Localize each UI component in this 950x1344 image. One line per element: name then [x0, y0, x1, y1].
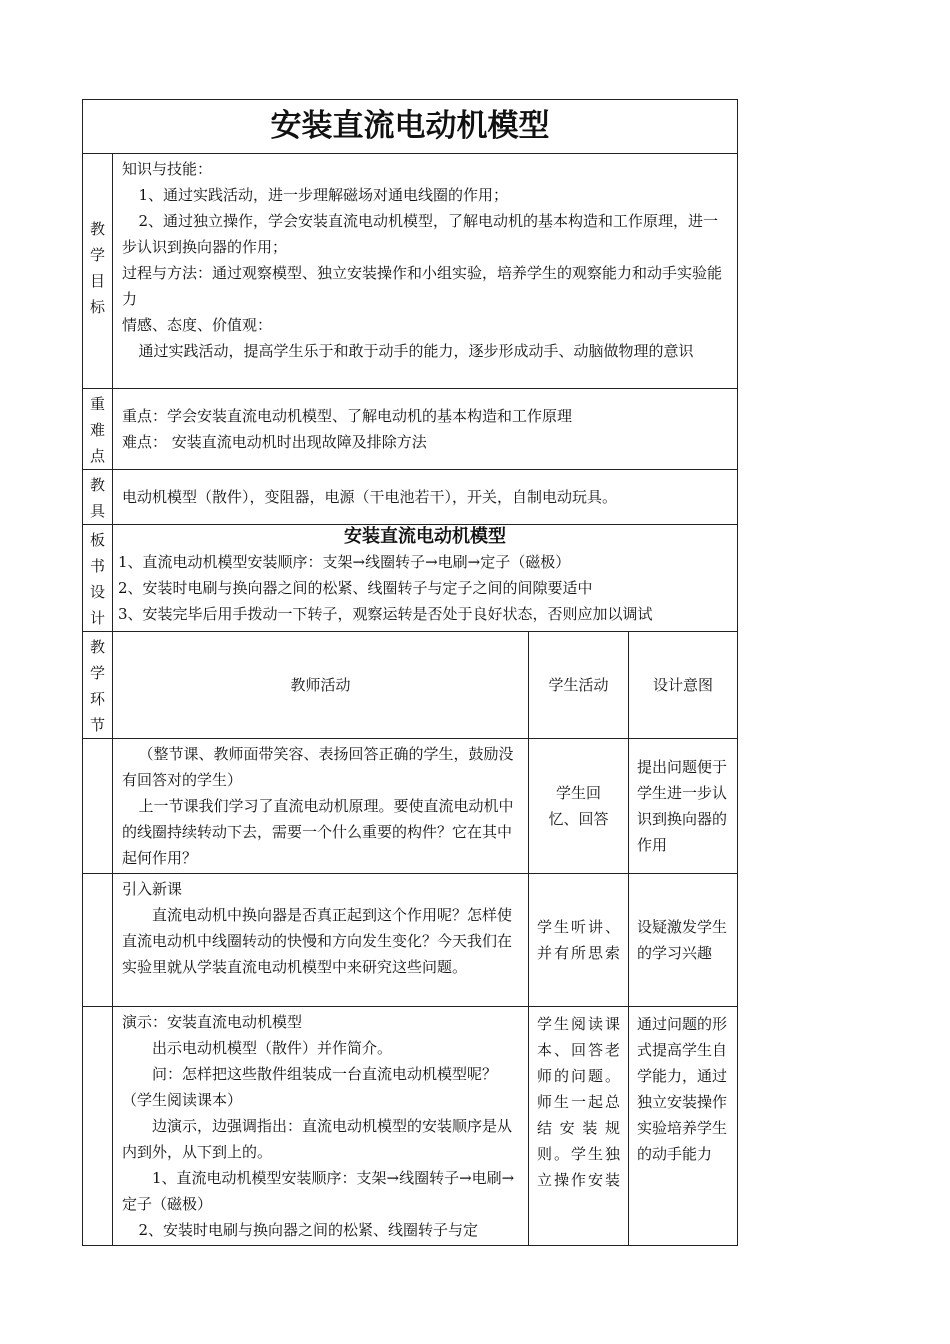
- header-intent: 设计意图: [629, 632, 738, 739]
- key-points-content: [113, 389, 738, 470]
- teacher-activity: 演示：安装直流电动机模型 出示电动机模型（散件）并作简介。 问：怎样把这些散件组装成一台直流电动机模型呢？（学生阅读课本） 边演示，边强调指出：直流电动机模型的安装顺序是从内到外，从下到上的。 1、直流电动机模型安装顺序：支架→线圈转子→电刷→定子（磁极） 2、安装时电刷与换向器之间的松紧、线圈转子与定: [113, 1007, 529, 1246]
- student-activity: 学生听讲、并有所思索: [529, 874, 629, 1007]
- design-intent: 通过问题的形式提高学生自学能力，通过独立安装操作实验培养学生的动手能力: [629, 1007, 738, 1246]
- teacher-activity: 引入新课 直流电动机中换向器是否真正起到这个作用呢？怎样使直流电动机中线圈转动的快慢和方向发生变化？今天我们在实验里就从学装直流电动机模型中来研究这些问题。: [113, 874, 529, 1007]
- table-row: [83, 874, 738, 1007]
- board-content: 安装直流电动机模型 1、直流电动机模型安装顺序：支架→线圈转子→电刷→定子（磁极） 2、安装时电刷与换向器之间的松紧、线圈转子与定子之间的间隙要适中 3、安装完毕后用手拨动一下转子，观察运转是否处于良好状态，否则应加以调试: [113, 525, 738, 632]
- teacher-activity: （整节课、教师面带笑容、表扬回答正确的学生，鼓励没有回答对的学生） 上一节课我们学习了直流电动机原理。要使直流电动机中的线圈持续转动下去，需要一个什么重要的构件？它在其中起何作用？: [113, 739, 529, 874]
- objectives-label: 教 学 目 标: [83, 154, 113, 389]
- board-title: 安装直流电动机模型: [344, 526, 506, 547]
- focus-text: 重点：学会安装直流电动机模型、了解电动机的基本构造和工作原理: [122, 407, 573, 425]
- lesson-plan-document: [82, 99, 737, 1246]
- student-activity: 学生阅读课本、回答老师的问题。师生一起总结安装规则。学生独立操作安装: [529, 1007, 629, 1246]
- process-label: 教 学 环 节: [83, 632, 113, 739]
- document-title: 安装直流电动机模型: [83, 100, 738, 154]
- board-label: 板 书 设 计: [83, 525, 113, 632]
- header-student: 学生活动: [529, 632, 629, 739]
- table-row: [83, 739, 738, 874]
- student-activity: 学生回忆、回答: [529, 739, 629, 874]
- table-row: [83, 1007, 738, 1246]
- lesson-plan-table: [82, 99, 738, 1246]
- objectives-content: 知识与技能： 1、通过实践活动，进一步理解磁场对通电线圈的作用； 2、通过独立操作，学会安装直流电动机模型，了解电动机的基本构造和工作原理，进一步认识到换向器的作用； 过程与方法：通过观察模型、独立安装操作和小组实验，培养学生的观察能力和动手实验能力 情感、态度、价值观： 通过实践活动，提高学生乐于和敢于动手的能力，逐步形成动手、动脑做物理的意识: [113, 154, 738, 389]
- difficulty-text: 难点： 安装直流电动机时出现故障及排除方法: [122, 433, 427, 451]
- key-points-label: 重 难 点: [83, 389, 113, 470]
- tools-label: 教 具: [83, 470, 113, 525]
- design-intent: 设疑激发学生的学习兴趣: [629, 874, 738, 1007]
- tools-content: 电动机模型（散件），变阻器，电源（干电池若干），开关，自制电动玩具。: [113, 470, 738, 525]
- design-intent: 提出问题便于学生进一步认识到换向器的作用: [629, 739, 738, 874]
- header-teacher: 教师活动: [113, 632, 529, 739]
